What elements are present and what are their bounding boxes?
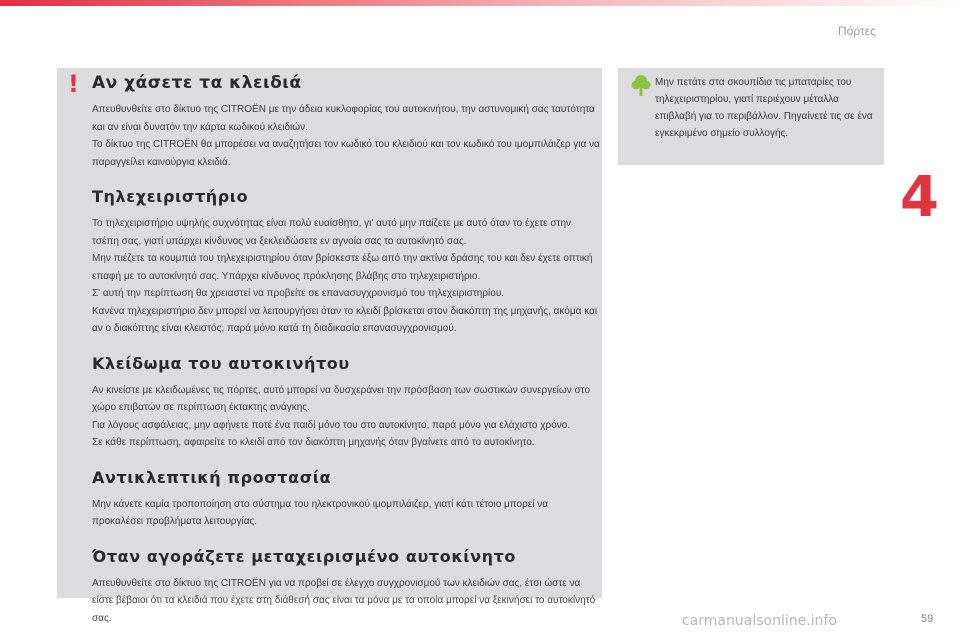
section-paragraph: Αν κινείστε με κλειδωμένες τις πόρτες, αυτό μπορεί να δυσχεράνει την πρόσβαση των σωστικών συνεργείων στο χώρο επιβατών σε περίπτωση έκτακτης ανάγκης. [92,384,591,413]
page-number: 59 [921,613,934,625]
chapter-number: 4 [900,165,939,230]
section-title-used-car: Όταν αγοράζετε μεταχειρισμένο αυτοκίνητο [92,546,517,566]
section-paragraph: Σε κάθε περίπτωση, αφαιρείτε το κλειδί από τον διακόπτη μηχανής όταν βγαίνετε από το αυτοκίνητο. [92,437,535,448]
eco-note-text: Μην πετάτε στα σκουπίδια τις μπαταρίες του τηλεχειριστηρίου, γιατί περιέχουν μέταλλα επιβλαβή για το περιβάλλον. Πηγαίνετέ τις σε ένα εγκεκριμένο σημείο συλλογής. [655,77,873,139]
section-paragraph: Απευθυνθείτε στο δίκτυο της CITROËN για να προβεί σε έλεγχο συγχρονισμού των κλειδιών σας, έτσι ώστε να είστε βέβαιοι ότι τα κλειδιά που έχετε στη διάθεσή σας είναι τα μόνα με τα οποία μπορεί να ξεκινήσει το αυτοκίνητό σας. [92,577,596,624]
watermark: carmanualsonline.info [682,613,837,629]
section-paragraph: Το δίκτυο της CITROËN θα μπορέσει να αναζητήσει τον κωδικό του κλειδιού και τον κωδικό του ιμομπιλάιζερ για να παραγγείλει καινούργια κλειδιά. [92,139,600,168]
top-accent-bar [0,0,960,6]
section-title-remote-control: Τηλεχειριστήριο [92,187,249,206]
section-paragraph: Απευθυνθείτε στο δίκτυο της CITROËN με την άδεια κυκλοφορίας του αυτοκινήτου, την αστυνομική σας ταυτότητα και αν είναι δυνατόν την κάρτα κωδικού κλειδιών. [92,104,595,133]
section-paragraph: Για λόγους ασφάλειας, μην αφήνετε ποτέ ένα παιδί μόνο του στο αυτοκίνητο, παρά μόνο για ελάχιστο χρόνο. [92,419,571,431]
chapter-title: Πόρτες [838,24,876,38]
section-title-vehicle-locking: Κλείδωμα του αυτοκινήτου [92,353,350,373]
section-paragraph: Το τηλεχειριστήριο υψηλής συχνότητας είναι πολύ ευαίσθητο, γι' αυτό μην παίζετε με αυτό όταν το έχετε στην τσέπη σας, γιατί υπάρχει κίνδυνος να ξεκλειδώσετε εν αγνοία σας το αυτοκίνητό σας. [92,218,572,247]
warning-icon: ! [68,70,79,98]
section-title-anti-theft: Αντικλεπτική προστασία [92,467,332,487]
warning-content [92,73,600,627]
tree-icon [631,74,651,98]
section-title-lost-keys: Αν χάσετε τα κλειδιά [92,73,302,93]
section-paragraph: Μην πιέζετε τα κουμπιά του τηλεχειριστηρίου όταν βρίσκεστε έξω από την ακτίνα δράσης του και δεν έχετε οπτική επαφή με το αυτοκίνητό σας. Υπάρχει κίνδυνος πρόκλησης βλάβης στο τηλεχειριστήριο. [92,253,593,282]
section-paragraph: Σ' αυτή την περίπτωση θα χρειαστεί να προβείτε σε επανασυγχρονισμό του τηλεχειριστηρίου. [92,288,505,299]
section-paragraph: Μην κάνετε καμία τροποποίηση στο σύστημα του ηλεκτρονικού ιμομπιλάιζερ, γιατί κάτι τέτοιο μπορεί να προκαλέσει προβλήματα λειτουργίας. [92,498,549,527]
section-paragraph: Κανένα τηλεχειριστήριο δεν μπορεί να λειτουργήσει όταν το κλειδί βρίσκεται στον διακόπτη της μηχανής, ακόμα και αν ο διακόπτης είναι κλειστός, παρά μόνο κατά τη διαδικασία επανασυγχρονισμού. [92,305,598,334]
